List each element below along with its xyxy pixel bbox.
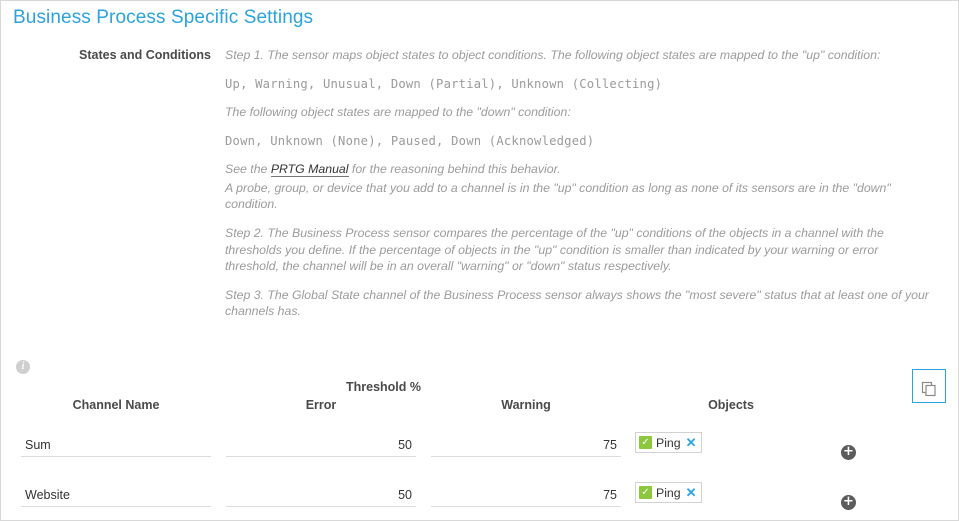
add-object-button[interactable]: + bbox=[841, 445, 856, 460]
page-title: Business Process Specific Settings bbox=[13, 7, 314, 28]
channel-name-input[interactable] bbox=[21, 486, 211, 507]
down-states-list: Down, Unknown (None), Paused, Down (Acknowledged) bbox=[225, 133, 595, 148]
column-header-objects: Objects bbox=[708, 398, 754, 412]
info-icon[interactable]: i bbox=[16, 360, 30, 374]
down-intro: The following object states are mapped to the "down" condition: bbox=[225, 105, 571, 120]
channel-name-input[interactable] bbox=[21, 436, 211, 457]
step2-text: Step 2. The Business Process sensor compares the percentage of the "up" conditions of the objects in a channel with the thresholds you define. If the percentage of objects in the "up" condition is smaller than indicated by your warning or error threshold, the channel will be in an overall "warning" or "down" status respectively. bbox=[225, 225, 884, 274]
column-header-error: Error bbox=[305, 398, 337, 412]
see-text-before: See the bbox=[225, 162, 271, 177]
table-row bbox=[1, 474, 959, 521]
copy-icon bbox=[920, 380, 938, 398]
see-text-after: for the reasoning behind this behavior. bbox=[348, 162, 561, 177]
object-chip[interactable] bbox=[635, 432, 702, 453]
table-header-row bbox=[1, 398, 959, 420]
step1-intro: Step 1. The sensor maps object states to object conditions. The following object states are mapped to the "up" condition: bbox=[225, 48, 881, 62]
states-and-conditions-help bbox=[225, 47, 935, 332]
check-icon: ✓ bbox=[639, 486, 652, 499]
error-threshold-input[interactable] bbox=[226, 436, 416, 457]
close-icon[interactable]: ✕ bbox=[685, 434, 697, 450]
add-object-button[interactable]: + bbox=[841, 495, 856, 510]
check-icon: ✓ bbox=[639, 436, 652, 449]
table-row bbox=[1, 424, 959, 474]
warning-threshold-input[interactable] bbox=[431, 436, 621, 457]
states-and-conditions-label: States and Conditions bbox=[79, 48, 211, 62]
error-threshold-input[interactable] bbox=[226, 486, 416, 507]
column-header-warning: Warning bbox=[501, 398, 551, 412]
threshold-group-header: Threshold % bbox=[346, 380, 422, 394]
object-chip-label: Ping bbox=[656, 435, 681, 450]
column-header-channel-name: Channel Name bbox=[72, 398, 160, 412]
step3-text: Step 3. The Global State channel of the Business Process sensor always shows the "most severe" status that at least one of your channels has. bbox=[225, 287, 929, 319]
object-chip[interactable] bbox=[635, 482, 702, 503]
manual-reference bbox=[225, 161, 935, 178]
warning-threshold-input[interactable] bbox=[431, 486, 621, 507]
probe-note: A probe, group, or device that you add to a channel is in the "up" condition as long as none of its sensors are in the "down" condition. bbox=[225, 180, 891, 212]
object-chip-label: Ping bbox=[656, 485, 681, 500]
up-states-list: Up, Warning, Unusual, Down (Partial), Unknown (Collecting) bbox=[225, 76, 663, 91]
close-icon[interactable]: ✕ bbox=[685, 484, 697, 500]
prtg-manual-link[interactable]: PRTG Manual bbox=[270, 162, 349, 177]
